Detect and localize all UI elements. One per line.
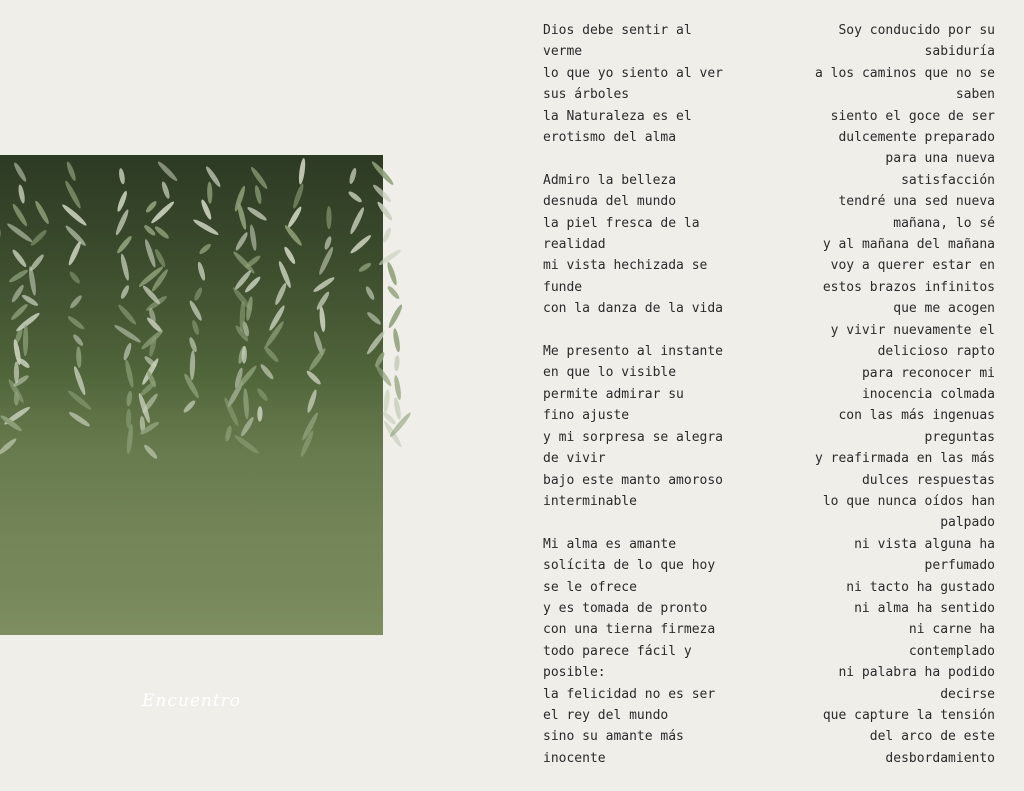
poem-line: funde <box>543 279 583 295</box>
poem-line: de vivir <box>543 451 606 467</box>
poem-line: dulces respuestas <box>861 472 995 488</box>
poem-line: con las más ingenuas <box>838 408 995 424</box>
poem-line: y al mañana del mañana <box>822 237 995 253</box>
poem-line: Mi alma es amante <box>543 536 677 552</box>
poem-line: verme <box>543 44 583 60</box>
poem-line: sabiduría <box>924 44 995 60</box>
poem-line: con la danza de la vida <box>543 301 724 317</box>
poem-line: contemplado <box>908 643 995 659</box>
poem-line: estos brazos infinitos <box>822 279 995 295</box>
poem-line: sus árboles <box>543 87 630 103</box>
poem-line: Me presento al instante <box>543 344 724 360</box>
poem-line: todo parece fácil y <box>543 643 692 659</box>
poem-line: y es tomada de pronto <box>543 600 708 616</box>
poem-line: la felicidad no es ser <box>543 686 716 702</box>
stanza-break <box>543 148 723 169</box>
poem-line: tendré una sed nueva <box>838 194 995 210</box>
poem-line: Dios debe sentir al <box>543 23 692 38</box>
poem-line: ni tacto ha gustado <box>846 579 995 595</box>
poem-line: Admiro la belleza <box>543 172 677 188</box>
poem-line: inocente <box>543 750 606 766</box>
poem-line: erotismo del alma <box>543 130 677 146</box>
poem-line: palpado <box>940 515 995 531</box>
poem-line: posible: <box>543 665 606 681</box>
poem-line: sino su amante más <box>543 729 684 745</box>
willow-photo <box>0 155 383 711</box>
poem-line: perfumado <box>924 558 995 574</box>
poem-line: interminable <box>543 493 637 509</box>
poem-line: bajo este manto amoroso <box>543 472 724 488</box>
poem-line: la piel fresca de la <box>543 215 700 231</box>
poem-line: y mi sorpresa se alegra <box>543 429 724 445</box>
poem-line: y vivir nuevamente el <box>830 322 995 338</box>
poem-line: para reconocer mi <box>861 365 995 381</box>
poem-line: realidad <box>543 237 606 253</box>
stanza-break <box>543 320 723 341</box>
poem-line: permite admirar su <box>543 386 684 402</box>
poem-line: ni vista alguna ha <box>854 536 995 552</box>
poem-line: a los caminos que no se <box>814 65 995 81</box>
stanza-break <box>543 512 723 533</box>
poem-line: delicioso rapto <box>877 344 995 360</box>
willow-leaves-illustration <box>0 155 383 635</box>
poem-line: el rey del mundo <box>543 707 669 723</box>
poem-line: mi vista hechizada se <box>543 258 708 274</box>
poem-line: solícita de lo que hoy <box>543 558 716 574</box>
poem-line: y reafirmada en las más <box>814 451 995 467</box>
poem-line: satisfacción <box>901 172 995 188</box>
poem-line: que me acogen <box>893 301 995 317</box>
poem-line: ni alma ha sentido <box>854 600 995 616</box>
poem-line: preguntas <box>924 429 995 445</box>
poem-line: voy a querer estar en <box>830 258 995 274</box>
poem-line: Soy conducido por su <box>838 23 995 38</box>
poem-line: para una nueva <box>885 151 995 167</box>
poem-line: que capture la tensión <box>822 708 995 723</box>
poem-line: en que lo visible <box>543 365 677 381</box>
poem-line: del arco de este <box>869 729 995 745</box>
photo-title: Encuentro <box>142 691 242 711</box>
poem-line: con una tierna firmeza <box>543 622 716 638</box>
poem-line: decirse <box>940 686 995 702</box>
poem-line: dulcemente preparado <box>838 130 995 146</box>
poem-line: saben <box>955 87 995 103</box>
poem-line: mañana, lo sé <box>893 215 995 231</box>
poem-line: lo que nunca oídos han <box>822 493 995 509</box>
poem-line: desbordamiento <box>885 750 995 766</box>
poem-line: siento el goce de ser <box>830 108 995 124</box>
poem-line: la Naturaleza es el <box>543 108 692 124</box>
poem-line: ni carne ha <box>908 622 995 638</box>
poem-line: ni palabra ha podido <box>838 665 995 681</box>
poem-line: desnuda del mundo <box>543 194 677 210</box>
poem-line: inocencia colmada <box>861 386 995 402</box>
poem-line: fino ajuste <box>543 408 630 424</box>
poem-left-column <box>543 20 723 769</box>
poem-right-column <box>815 20 995 769</box>
poem-line: se le ofrece <box>543 579 637 595</box>
poem-line: lo que yo siento al ver <box>543 65 724 81</box>
